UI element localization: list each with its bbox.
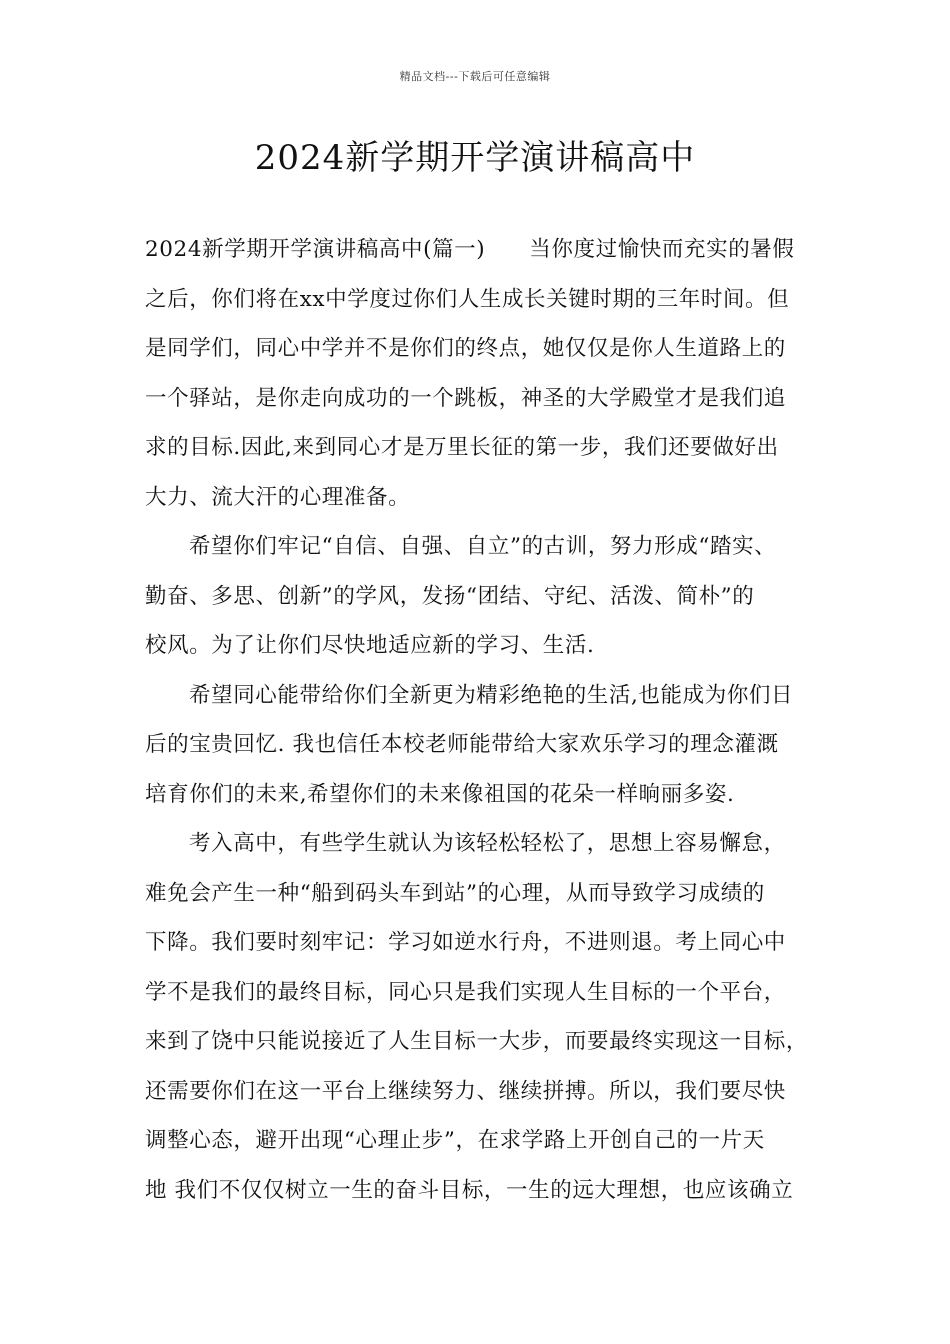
- document-title: 2024新学期开学演讲稿高中: [254, 138, 696, 178]
- body-line-9: 校风。为了让你们尽快地适应新的学习、生活.: [145, 633, 595, 658]
- header-note: 精品文档---下载后可任意编辑: [399, 70, 551, 83]
- body-line-18: 还需要你们在这一平台上继续努力、继续拼搏。所以，我们要尽快: [145, 1078, 786, 1104]
- body-line-19: 调整心态，避开出现“心理止步”，在求学路上开创自己的一片天: [145, 1128, 765, 1153]
- body-line-17: 来到了饶中只能说接近了人生目标一大步，而要最终实现这一目标，: [145, 1029, 809, 1054]
- body-line-7: 希望你们牢记“自信、自强、自立”的古训，努力形成“踏实、: [189, 534, 777, 559]
- body-line-12: 培育你们的未来,希望你们的未来像祖国的花朵一样晌丽多姿.: [145, 781, 735, 807]
- body-line-6: 大力、流大汗的心理准备。: [145, 484, 411, 510]
- body-line-13: 考入高中，有些学生就认为该轻松轻松了，思想上容易懈怠，: [189, 831, 786, 856]
- body-line-15: 下降。我们要时刻牢记：学习如逆水行舟，不进则退。考上同心中: [145, 930, 786, 955]
- body-line-3: 是同学们，同心中学并不是你们的终点，她仅仅是你人生道路上的: [145, 336, 786, 361]
- body-line-8: 勤奋、多思、创新”的学风，发扬“团结、守纪、活泼、简朴”的: [145, 583, 755, 609]
- body-line-10: 希望同心能带给你们全新更为精彩绝艳的生活,也能成为你们日: [189, 682, 794, 708]
- body-line-20: 地 我们不仅仅树立一生的奋斗目标，一生的远大理想，也应该确立: [145, 1177, 794, 1203]
- document-body: [145, 230, 835, 1220]
- body-line-11: 后的宝贵回忆. 我也信任本校老师能带给大家欢乐学习的理念灌溉: [145, 732, 779, 757]
- body-line-4: 一个驿站，是你走向成功的一个跳板，神圣的大学殿堂才是我们追: [145, 385, 786, 411]
- body-line-16: 学不是我们的最终目标，同心只是我们实现人生目标的一个平台，: [145, 979, 786, 1005]
- body-line-2: 之后，你们将在xx中学度过你们人生成长关键时期的三年时间。但: [145, 286, 790, 312]
- body-line-5: 求的目标.因此,来到同心才是万里长征的第一步，我们还要做好出: [145, 435, 779, 460]
- body-line-14: 难免会产生一种“船到码头车到站”的心理，从而导致学习成绩的: [145, 880, 765, 906]
- body-line-1-text: 当你度过愉快而充实的暑假: [529, 237, 795, 262]
- section-heading: 2024新学期开学演讲稿高中(篇一): [145, 237, 486, 262]
- body-line-1: [145, 230, 835, 280]
